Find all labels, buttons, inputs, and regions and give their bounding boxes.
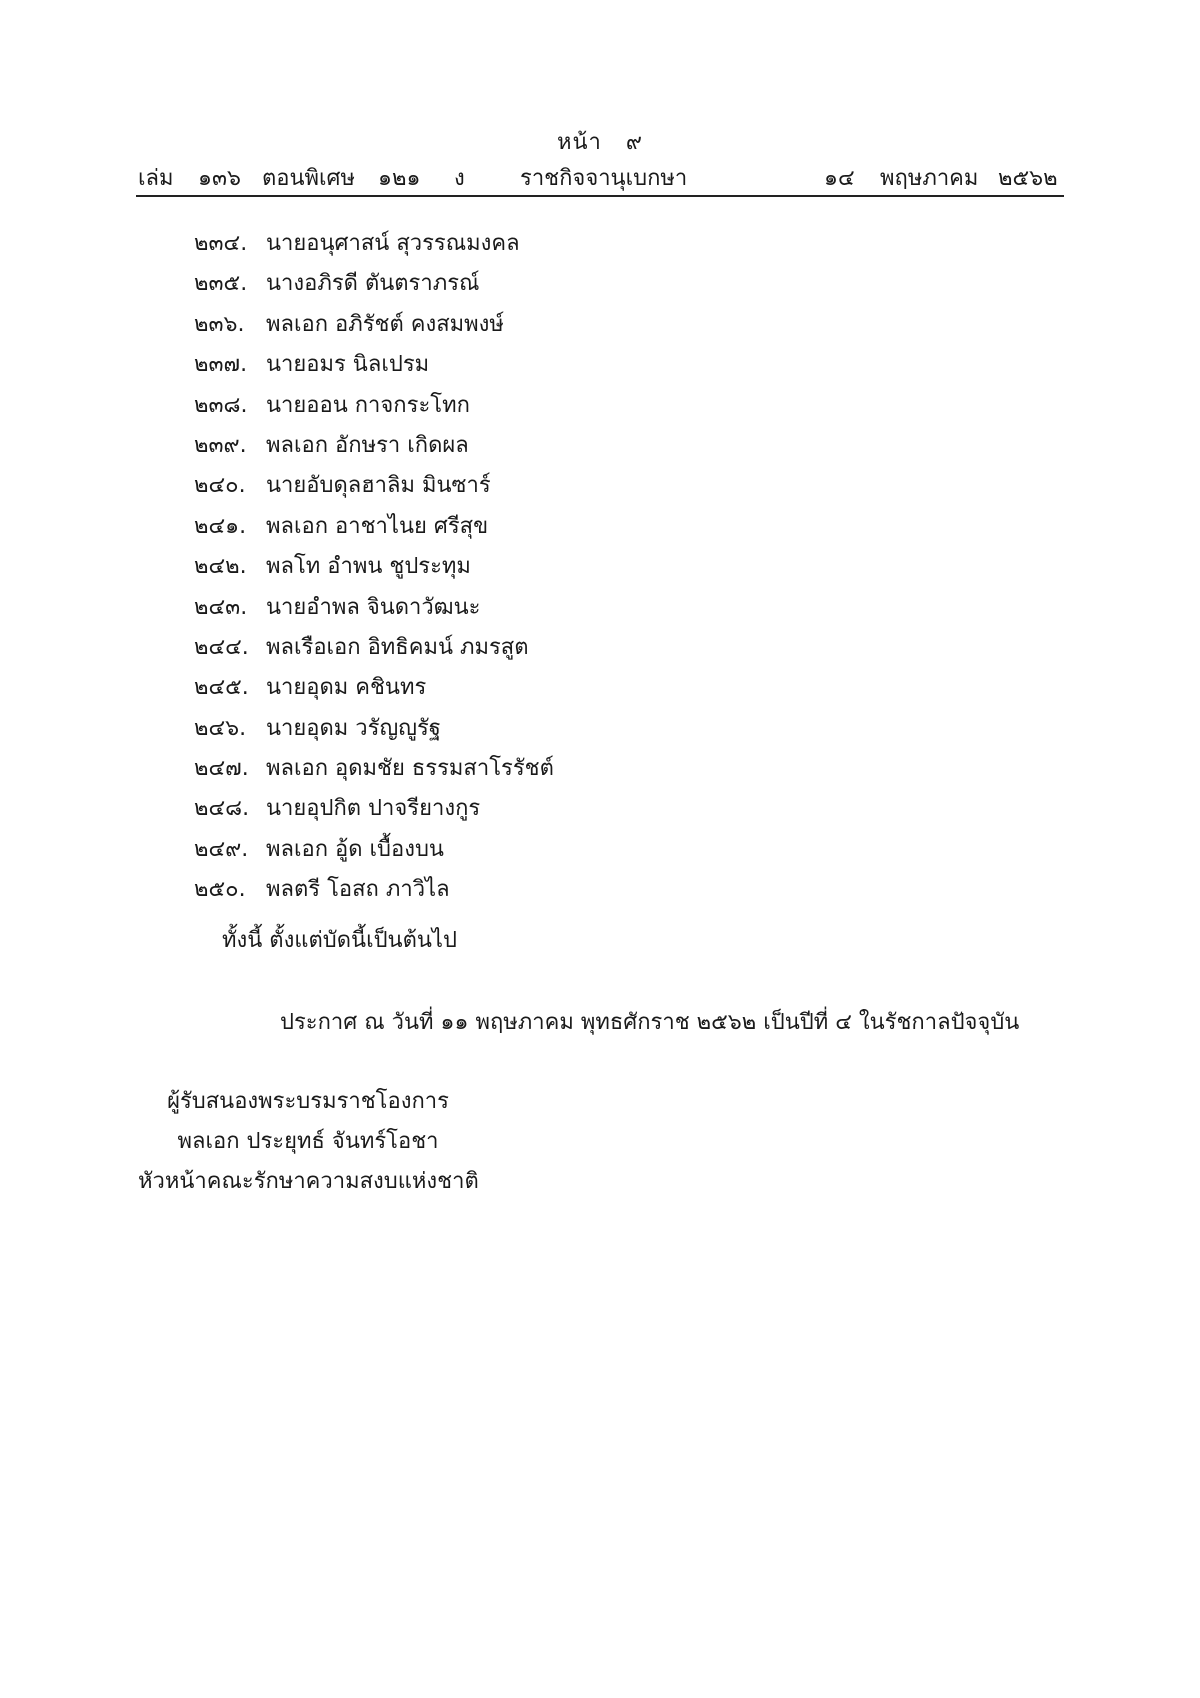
list-item bbox=[194, 345, 554, 385]
entry-number: ๒๔๒. bbox=[194, 554, 247, 580]
list-item bbox=[194, 588, 554, 628]
list-item bbox=[194, 547, 554, 587]
gazette-header bbox=[138, 160, 1062, 192]
entry-name: พลเอก อภิรัชต์ คงสมพงษ์ bbox=[266, 311, 504, 337]
list-item bbox=[194, 305, 554, 345]
entry-name: นายอุดม วรัญญูรัฐ bbox=[266, 715, 441, 741]
entry-name: นายอุปกิต ปาจรียางกูร bbox=[266, 796, 481, 822]
appointee-list bbox=[194, 224, 554, 911]
list-item bbox=[194, 426, 554, 466]
entry-number: ๒๔๐. bbox=[194, 473, 246, 499]
signature-block bbox=[138, 1082, 478, 1202]
signatory-name: พลเอก ประยุทธ์ จันทร์โอชา bbox=[177, 1129, 439, 1154]
entry-number: ๒๓๕. bbox=[194, 271, 248, 297]
list-item bbox=[194, 749, 554, 789]
entry-number: ๒๓๙. bbox=[194, 432, 247, 458]
entry-number: ๒๔๑. bbox=[194, 513, 247, 539]
entry-number: ๒๓๘. bbox=[194, 392, 248, 418]
date-year: ๒๕๖๒ bbox=[998, 166, 1058, 191]
entry-name: นายอนุศาสน์ สุวรรณมงคล bbox=[266, 231, 520, 256]
entry-name: นายอำพล จินดาวัฒนะ bbox=[266, 594, 481, 620]
entry-name: พลเอก อักษรา เกิดผล bbox=[266, 432, 469, 458]
list-item bbox=[194, 224, 554, 264]
entry-number: ๒๕๐. bbox=[194, 877, 246, 903]
header-divider bbox=[136, 195, 1064, 197]
list-item bbox=[194, 386, 554, 426]
proclamation-date: ประกาศ ณ วันที่ ๑๑ พฤษภาคม พุทธศักราช ๒๕๖๒ เป็นปีที่ ๔ ในรัชกาลปัจจุบัน bbox=[280, 1010, 1020, 1035]
list-item bbox=[194, 789, 554, 829]
entry-number: ๒๔๔. bbox=[194, 634, 249, 660]
section-label: ตอนพิเศษ bbox=[262, 166, 356, 191]
list-item bbox=[194, 709, 554, 749]
entry-number: ๒๔๕. bbox=[194, 675, 249, 701]
entry-number: ๒๔๓. bbox=[194, 594, 248, 620]
entry-name: นายอับดุลฮาลิม มินซาร์ bbox=[266, 473, 491, 499]
page-number-value: ๙ bbox=[625, 130, 643, 155]
list-item bbox=[194, 264, 554, 304]
list-item bbox=[194, 628, 554, 668]
entry-name: พลเอก อู้ด เบื้องบน bbox=[266, 836, 444, 862]
entry-name: พลตรี โอสถ ภาวิไล bbox=[266, 877, 450, 903]
entry-name: นายอุดม คชินทร bbox=[266, 675, 427, 701]
list-item bbox=[194, 507, 554, 547]
entry-number: ๒๓๔. bbox=[194, 231, 248, 256]
entry-number: ๒๔๘. bbox=[194, 796, 250, 822]
entry-number: ๒๔๙. bbox=[194, 836, 249, 862]
entry-number: ๒๔๖. bbox=[194, 715, 247, 741]
countersign-title: ผู้รับสนองพระบรมราชโองการ bbox=[167, 1089, 449, 1114]
entry-name: นางอภิรดี ตันตราภรณ์ bbox=[266, 271, 480, 297]
signatory-position: หัวหน้าคณะรักษาความสงบแห่งชาติ bbox=[138, 1169, 479, 1194]
page-label: หน้า bbox=[556, 130, 602, 155]
entry-name: นายอมร นิลเปรม bbox=[266, 352, 430, 378]
list-item bbox=[194, 830, 554, 870]
entry-number: ๒๔๗. bbox=[194, 756, 249, 782]
entry-name: นายออน กาจกระโทก bbox=[266, 392, 470, 418]
list-item bbox=[194, 668, 554, 708]
volume-label: เล่ม bbox=[138, 166, 174, 191]
entry-name: พลเรือเอก อิทธิคมน์ ภมรสูต bbox=[266, 634, 529, 660]
list-item bbox=[194, 466, 554, 506]
volume-number: ๑๓๖ bbox=[198, 166, 241, 191]
entry-number: ๒๓๗. bbox=[194, 352, 248, 378]
effective-clause: ทั้งนี้ ตั้งแต่บัดนี้เป็นต้นไป bbox=[222, 928, 457, 953]
section-category: ง bbox=[454, 166, 465, 191]
list-item bbox=[194, 870, 554, 910]
date-month: พฤษภาคม bbox=[880, 166, 979, 191]
entry-name: พลเอก อุดมชัย ธรรมสาโรรัชต์ bbox=[266, 756, 554, 782]
gazette-name: ราชกิจจานุเบกษา bbox=[520, 166, 688, 191]
entry-number: ๒๓๖. bbox=[194, 311, 245, 337]
date-day: ๑๔ bbox=[824, 166, 855, 191]
page-number bbox=[0, 124, 1200, 159]
section-number: ๑๒๑ bbox=[378, 166, 421, 191]
entry-name: พลเอก อาชาไนย ศรีสุข bbox=[266, 513, 489, 539]
entry-name: พลโท อำพน ชูประทุม bbox=[266, 554, 471, 580]
